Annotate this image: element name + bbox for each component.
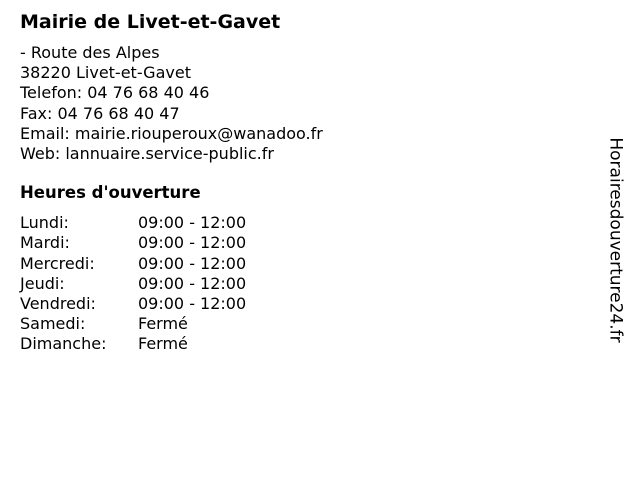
listing-card	[20, 10, 600, 354]
day-hours: Fermé	[138, 334, 188, 354]
street-address: - Route des Alpes	[20, 43, 160, 62]
hours-row-friday	[20, 294, 600, 314]
phone-number: Telefon: 04 76 68 40 46	[20, 83, 210, 103]
day-hours: 09:00 - 12:00	[138, 293, 247, 313]
address-block	[20, 43, 600, 164]
hours-row-saturday	[20, 314, 600, 334]
hours-row-monday	[20, 213, 600, 233]
day-hours: 09:00 - 12:00	[138, 233, 247, 253]
fax-number: Fax: 04 76 68 40 47	[20, 103, 180, 123]
opening-hours-list	[20, 213, 600, 354]
email-address: Email: mairie.riouperoux@wanadoo.fr	[20, 123, 323, 143]
day-label: Dimanche:	[20, 334, 107, 354]
day-hours: 09:00 - 12:00	[138, 253, 247, 273]
hours-row-wednesday	[20, 254, 600, 274]
day-label: Jeudi:	[20, 273, 65, 293]
day-label: Lundi:	[20, 213, 69, 233]
day-label: Vendredi:	[20, 293, 96, 313]
day-label: Mercredi:	[20, 253, 95, 273]
hours-row-thursday	[20, 274, 600, 294]
day-label: Samedi:	[20, 314, 86, 334]
day-label: Mardi:	[20, 233, 70, 253]
day-hours: 09:00 - 12:00	[138, 213, 247, 233]
hours-row-sunday	[20, 334, 600, 354]
site-watermark	[601, 134, 631, 346]
opening-hours-heading: Heures d'ouverture	[20, 183, 201, 203]
postal-city: 38220 Livet-et-Gavet	[20, 63, 191, 83]
page-title: Mairie de Livet-et-Gavet	[20, 11, 281, 33]
day-hours: 09:00 - 12:00	[138, 273, 247, 293]
day-hours: Fermé	[138, 314, 188, 334]
site-watermark-text: Horairesdouverture24.fr	[606, 137, 626, 343]
website: Web: lannuaire.service-public.fr	[20, 143, 274, 163]
hours-row-tuesday	[20, 233, 600, 253]
